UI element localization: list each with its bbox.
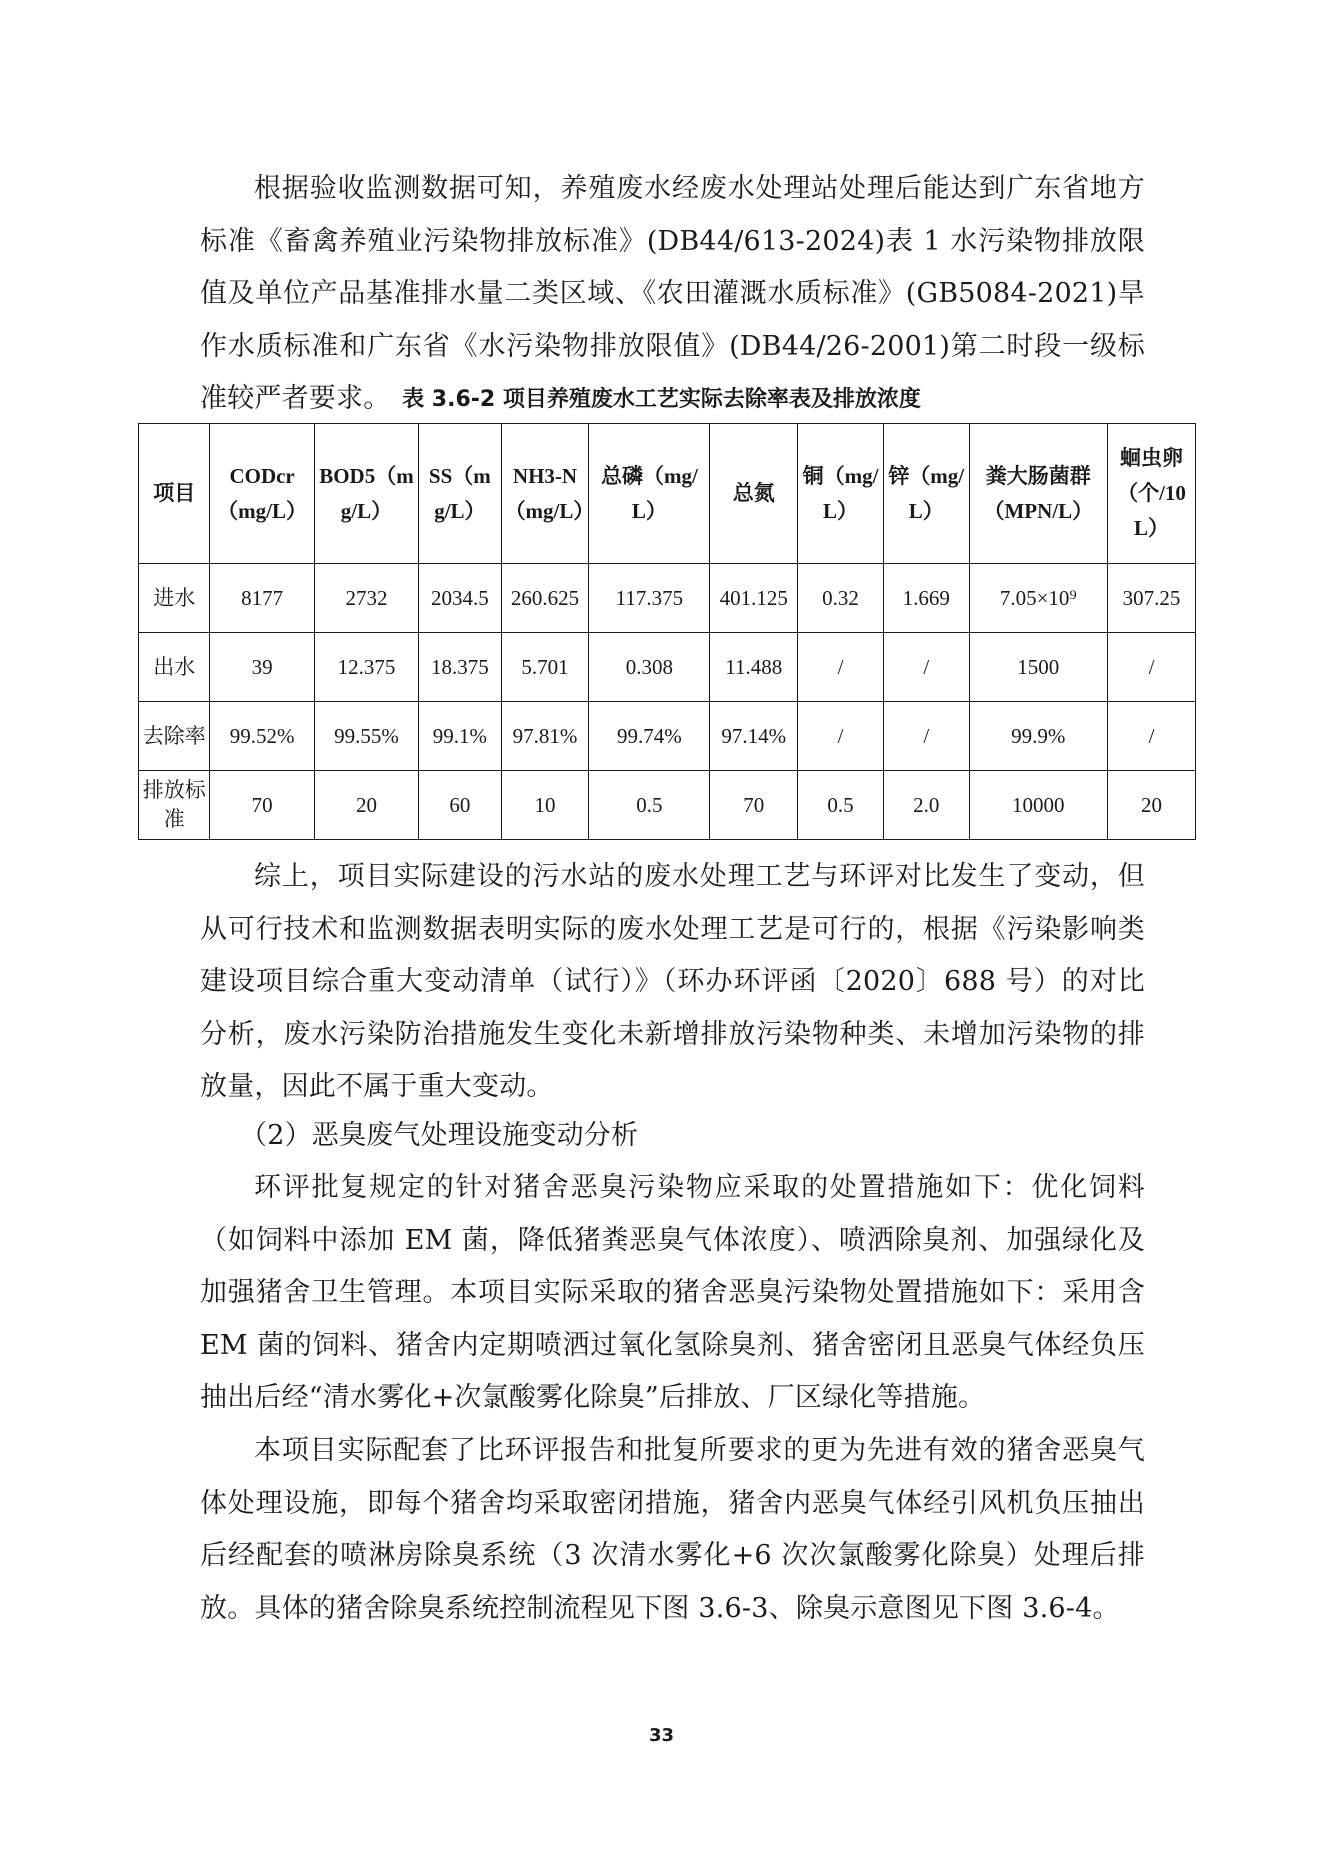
page-number: 33 — [648, 1725, 675, 1746]
table-row — [139, 633, 1196, 702]
table-cell: 0.308 — [589, 633, 710, 702]
table-cell: 2034.5 — [419, 564, 501, 633]
table-cell: 进水 — [139, 564, 210, 633]
table-cell: 1500 — [969, 633, 1107, 702]
table-cell: 401.125 — [710, 564, 798, 633]
table-cell: 260.625 — [501, 564, 589, 633]
header-cell: 蛔虫卵（个/10L） — [1108, 424, 1196, 564]
table-cell: / — [798, 702, 884, 771]
table-cell: 10000 — [969, 771, 1107, 840]
measures-paragraph: 环评批复规定的针对猪舍恶臭污染物应采取的处置措施如下：优化饲料（如饲料中添加 EM 菌，降低猪粪恶臭气体浓度）、喷洒除臭剂、加强绿化及加强猪舍卫生管理。本项目实际采取的猪舍恶臭污染物处置措施如下：采用含 EM 菌的饲料、猪舍内定期喷洒过氧化氢除臭剂、猪舍密闭且恶臭气体经负压抽出后经“清水雾化+次氯酸雾化除臭”后排放、厂区绿化等措施。 — [200, 1172, 1145, 1413]
table-cell: 20 — [314, 771, 418, 840]
facility-paragraph: 本项目实际配套了比环评报告和批复所要求的更为先进有效的猪舍恶臭气体处理设施，即每个猪舍均采取密闭措施，猪舍内恶臭气体经引风机负压抽出后经配套的喷淋房除臭系统（3 次清水雾化+6 次次氯酸雾化除臭）处理后排放。具体的猪舍除臭系统控制流程见下图 3.6-3、除臭示意图见下图 3.6-4。 — [200, 1435, 1145, 1624]
table-cell: 出水 — [139, 633, 210, 702]
header-cell: CODcr（mg/L） — [210, 424, 314, 564]
header-cell: 铜（mg/L） — [798, 424, 884, 564]
table-cell: 20 — [1108, 771, 1196, 840]
summary-paragraph: 综上，项目实际建设的污水站的废水处理工艺与环评对比发生了变动，但从可行技术和监测数据表明实际的废水处理工艺是可行的，根据《污染影响类建设项目综合重大变动清单（试行）》（环办环评函〔2020〕688 号）的对比分析，废水污染防治措施发生变化未新增排放污染物种类、未增加污染物的排放量，因此不属于重大变动。 — [200, 861, 1145, 1102]
table-cell: 99.55% — [314, 702, 418, 771]
header-cell: 总氮 — [710, 424, 798, 564]
table-cell: 1.669 — [883, 564, 969, 633]
table-cell: 10 — [501, 771, 589, 840]
table-cell: 99.9% — [969, 702, 1107, 771]
table-cell: 2732 — [314, 564, 418, 633]
table-cell: 70 — [710, 771, 798, 840]
table-cell: 39 — [210, 633, 314, 702]
intro-paragraph: 根据验收监测数据可知，养殖废水经废水处理站处理后能达到广东省地方标准《畜禽养殖业污染物排放标准》(DB44/613-2024)表 1 水污染物排放限值及单位产品基准排水量二类区域、《农田灌溉水质标准》(GB5084-2021)旱作水质标准和广东省《水污染物排放限值》(DB44/26-2001)第二时段一级标准较严者要求。 — [200, 173, 1145, 414]
table-cell: 2.0 — [883, 771, 969, 840]
header-cell: 总磷（mg/L） — [589, 424, 710, 564]
table-cell: 117.375 — [589, 564, 710, 633]
header-cell: 项目 — [139, 424, 210, 564]
table-cell: / — [798, 633, 884, 702]
table-cell: 11.488 — [710, 633, 798, 702]
table-row — [139, 702, 1196, 771]
table-cell: / — [1108, 633, 1196, 702]
table-cell: 99.1% — [419, 702, 501, 771]
table-cell: / — [883, 633, 969, 702]
header-cell: SS（mg/L） — [419, 424, 501, 564]
table-header-row — [139, 424, 1196, 564]
table-cell: 60 — [419, 771, 501, 840]
table-cell: 0.5 — [798, 771, 884, 840]
table-cell: / — [1108, 702, 1196, 771]
table-cell: 99.52% — [210, 702, 314, 771]
table-cell: 12.375 — [314, 633, 418, 702]
table-cell: 70 — [210, 771, 314, 840]
header-cell: 锌（mg/L） — [883, 424, 969, 564]
table-cell: 0.5 — [589, 771, 710, 840]
table-caption: 表 3.6-2 项目养殖废水工艺实际去除率表及排放浓度 — [402, 387, 921, 412]
table-cell: 7.05×10⁹ — [969, 564, 1107, 633]
table-cell: 排放标准 — [139, 771, 210, 840]
table-cell: 8177 — [210, 564, 314, 633]
removal-rate-table — [138, 423, 1196, 840]
table-row — [139, 564, 1196, 633]
header-cell: 粪大肠菌群（MPN/L） — [969, 424, 1107, 564]
table-cell: 5.701 — [501, 633, 589, 702]
table-cell: 18.375 — [419, 633, 501, 702]
table-cell: / — [883, 702, 969, 771]
table-row — [139, 771, 1196, 840]
table-cell: 0.32 — [798, 564, 884, 633]
header-cell: BOD5（mg/L） — [314, 424, 418, 564]
table-cell: 99.74% — [589, 702, 710, 771]
table-cell: 去除率 — [139, 702, 210, 771]
table-cell: 97.81% — [501, 702, 589, 771]
header-cell: NH3-N（mg/L） — [501, 424, 589, 564]
table-cell: 97.14% — [710, 702, 798, 771]
section-heading: （2）恶臭废气处理设施变动分析 — [240, 1120, 639, 1151]
table-cell: 307.25 — [1108, 564, 1196, 633]
